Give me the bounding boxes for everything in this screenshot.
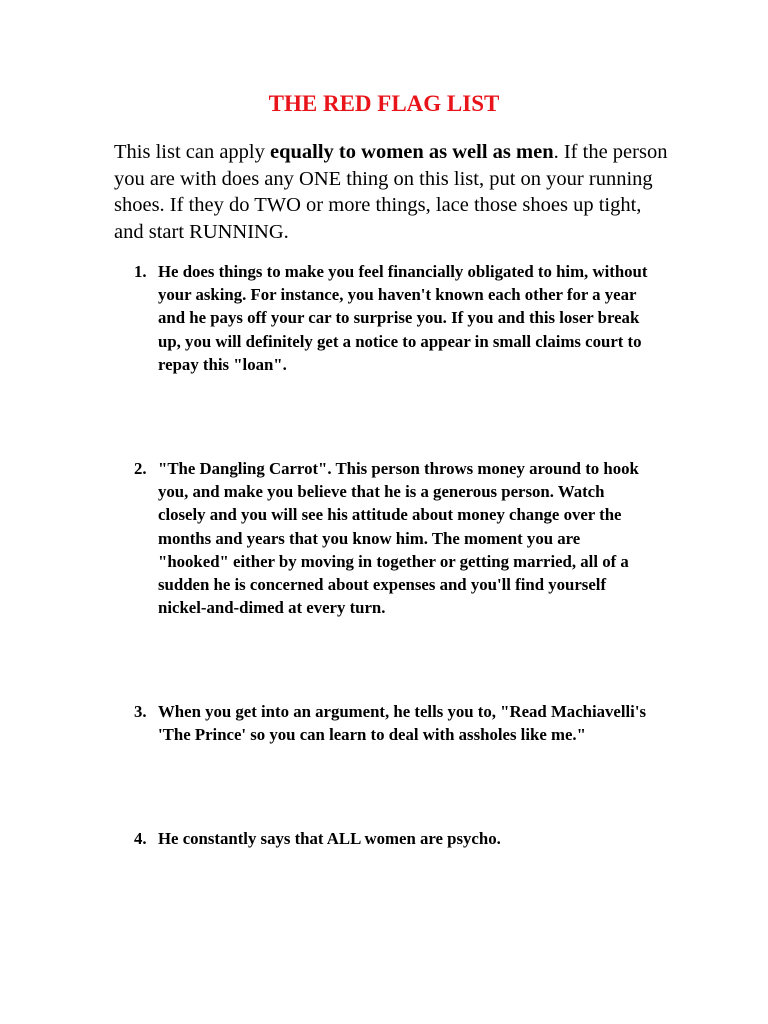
intro-text-part1: This list can apply bbox=[114, 141, 271, 163]
list-item bbox=[134, 260, 654, 376]
page-title: THE RED FLAG LIST bbox=[268, 91, 500, 116]
intro-text-part2: . If the person you are with does any ONE thing on this list, put on your running shoes. If they do TWO or more things, lace those shoes up tight, and start RUNNING. bbox=[114, 141, 668, 244]
list-item bbox=[134, 827, 654, 850]
intro-paragraph bbox=[114, 139, 674, 246]
list-item-number: 3. bbox=[134, 702, 147, 721]
list-item-number: 2. bbox=[134, 459, 147, 478]
list-item-text: When you get into an argument, he tells you to, "Read Machiavelli's 'The Prince' so you can learn to deal with assholes like me." bbox=[158, 702, 647, 745]
list-item-text: He constantly says that ALL women are psycho. bbox=[158, 829, 501, 848]
list-item-text: "The Dangling Carrot". This person throws money around to hook you, and make you believe that he is a generous person. Watch closely and you will see his attitude about money change over the months and years that you know him. The moment you are "hooked" either by moving in together or getting married, all of a sudden he is concerned about expenses and you'll find yourself nickel-and-dimed at every turn. bbox=[158, 459, 639, 618]
list-item-number: 1. bbox=[134, 262, 147, 281]
list-item bbox=[134, 457, 654, 619]
list-item-number: 4. bbox=[134, 829, 147, 848]
intro-emphasis: equally to women as well as men bbox=[270, 141, 554, 163]
list-item bbox=[134, 700, 654, 746]
list-item-text: He does things to make you feel financially obligated to him, without your asking. For instance, you haven't known each other for a year and he pays off your car to surprise you. If you and this loser break up, you will definitely get a notice to appear in small claims court to repay this "loan". bbox=[158, 262, 648, 374]
